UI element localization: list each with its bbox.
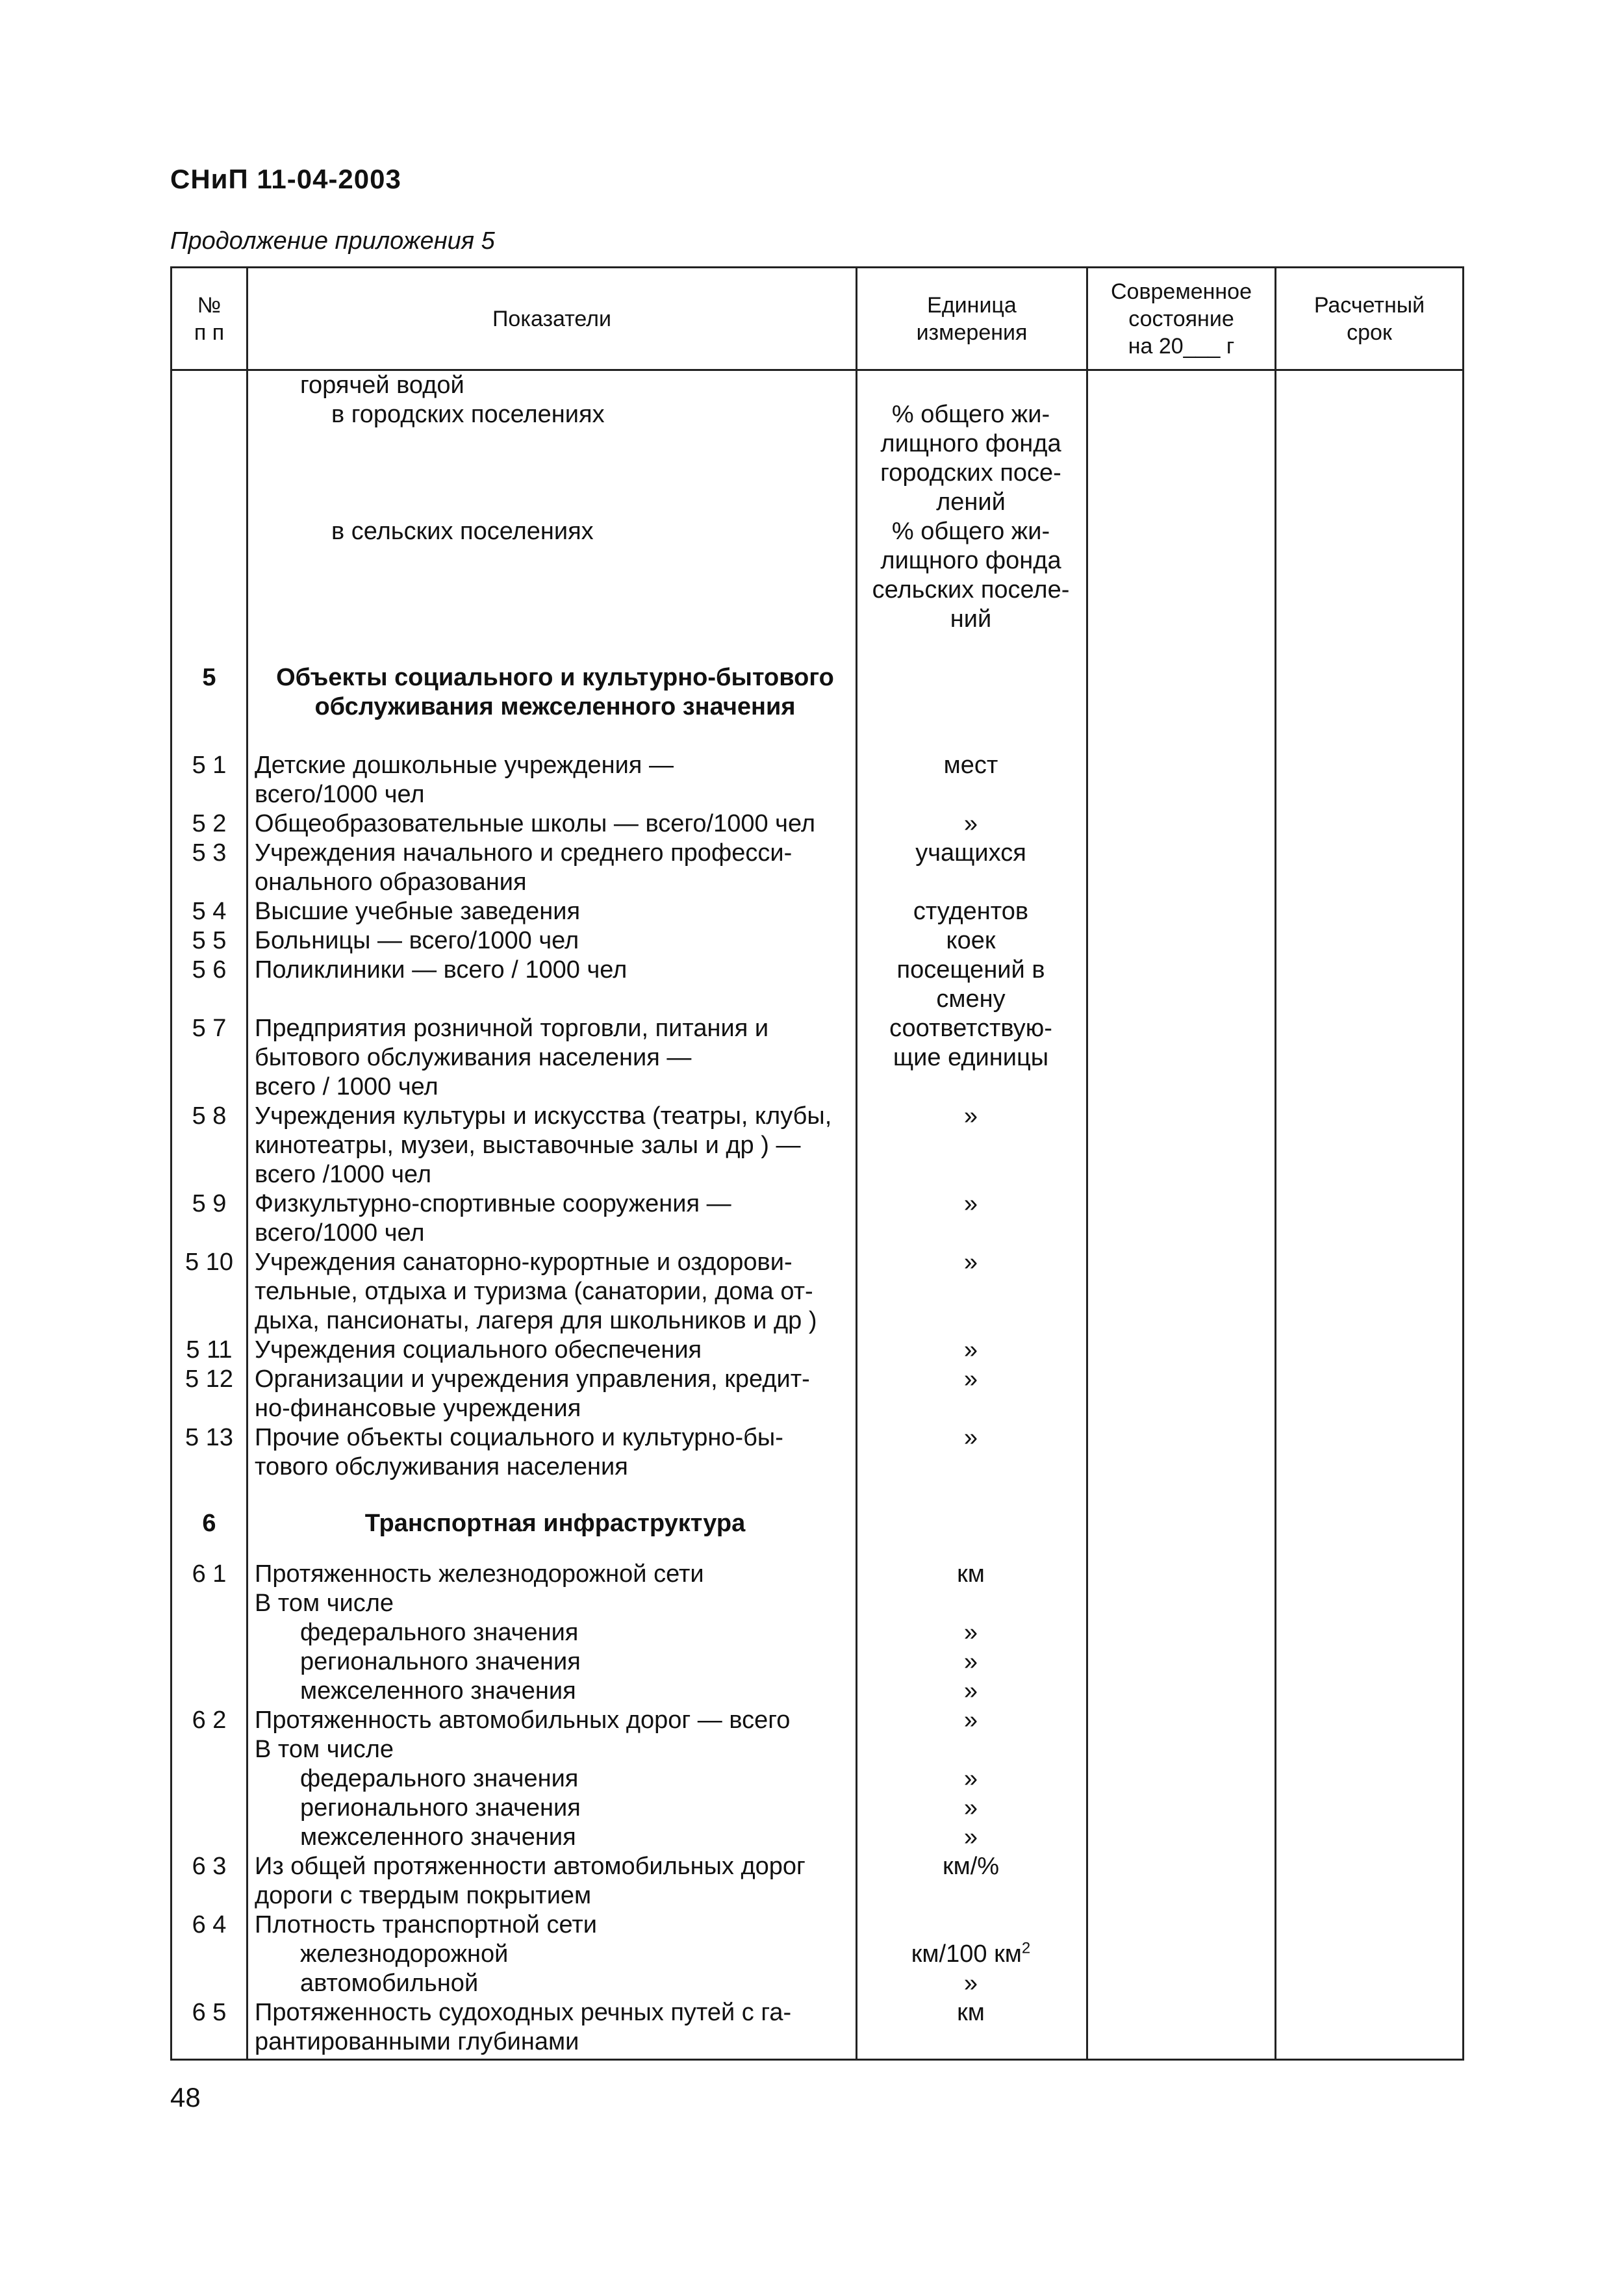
row-number: 5 9 bbox=[192, 1190, 227, 1217]
row-indicator: межселенного значения bbox=[300, 1823, 576, 1851]
row-unit: » bbox=[963, 1365, 978, 1393]
row-unit: учащихся bbox=[915, 839, 1026, 867]
page-number: 48 bbox=[170, 2082, 201, 2113]
row-unit: % общего жи- лищного фонда городских посе- лений bbox=[880, 401, 1061, 516]
row-indicator: Детские дошкольные учреждения — всего/1000 чел bbox=[255, 752, 674, 808]
row-indicator: Высшие учебные заведения bbox=[255, 898, 581, 925]
row-unit: соответствую- щие единицы bbox=[889, 1015, 1052, 1071]
row-indicator: автомобильной bbox=[300, 1970, 479, 1997]
row-number: 6 1 bbox=[192, 1560, 227, 1588]
row-number: 6 4 bbox=[192, 1911, 227, 1938]
row-indicator: федерального значения bbox=[300, 1765, 579, 1792]
row-number: 5 3 bbox=[192, 839, 227, 867]
row-unit: » bbox=[963, 1619, 978, 1646]
appendix-table bbox=[170, 266, 1464, 2061]
row-unit: » bbox=[963, 1102, 978, 1130]
row-unit: % общего жи- лищного фонда сельских поселе- ний bbox=[872, 518, 1070, 633]
row-indicator: межселенного значения bbox=[300, 1677, 576, 1705]
row-unit: » bbox=[963, 1707, 978, 1734]
header-indicators: Показатели bbox=[492, 306, 612, 331]
row-indicator: Общеобразовательные школы — всего/1000 чел bbox=[255, 810, 816, 837]
row-unit: » bbox=[963, 1765, 978, 1792]
row-indicator: Объекты социального и культурно-бытового обслуживания межселенного значения bbox=[276, 664, 834, 720]
row-number: 5 2 bbox=[192, 810, 227, 837]
header-number: № п п bbox=[194, 292, 225, 345]
row-unit: » bbox=[963, 1677, 978, 1705]
row-indicator: Из общей протяженности автомобильных дорог дороги с твердым покрытием bbox=[255, 1853, 806, 1909]
row-indicator: Физкультурно-спортивные сооружения — всего/1000 чел bbox=[255, 1190, 731, 1247]
row-number: 6 3 bbox=[192, 1853, 227, 1880]
row-unit: » bbox=[963, 1190, 978, 1217]
row-unit: » bbox=[963, 1336, 978, 1364]
row-unit: коек bbox=[946, 927, 996, 954]
row-number: 5 12 bbox=[185, 1365, 233, 1393]
row-unit: » bbox=[963, 1648, 978, 1675]
row-unit: студентов bbox=[913, 898, 1029, 925]
row-unit: » bbox=[963, 1249, 978, 1276]
row-unit: » bbox=[963, 1424, 978, 1451]
row-indicator: Поликлиники — всего / 1000 чел bbox=[255, 956, 628, 984]
row-number: 5 8 bbox=[192, 1102, 227, 1130]
row-number: 5 10 bbox=[185, 1249, 233, 1276]
row-unit: посещений в смену bbox=[896, 956, 1045, 1013]
row-indicator: Протяженность автомобильных дорог — всего bbox=[255, 1707, 791, 1734]
header-unit: Единица измерения bbox=[916, 292, 1028, 345]
header-estimated-term: Расчетный срок bbox=[1313, 292, 1425, 345]
row-indicator: в сельских поселениях bbox=[331, 518, 594, 545]
row-indicator: Предприятия розничной торговли, питания и бытового обслуживания населения — всего / 1000 чел bbox=[255, 1015, 769, 1100]
row-indicator: Учреждения социального обеспечения bbox=[255, 1336, 702, 1364]
row-number: 5 6 bbox=[192, 956, 227, 984]
row-number: 5 13 bbox=[185, 1424, 233, 1451]
row-number: 5 5 bbox=[192, 927, 227, 954]
row-indicator: регионального значения bbox=[300, 1648, 581, 1675]
row-indicator: федерального значения bbox=[300, 1619, 579, 1646]
row-unit: км bbox=[957, 1560, 985, 1588]
row-indicator: Прочие объекты социального и культурно-бы- тового обслуживания населения bbox=[255, 1424, 783, 1480]
row-indicator: Учреждения культуры и искусства (театры, клубы, кинотеатры, музеи, выставочные залы и др ) — всего /1000 чел bbox=[255, 1102, 832, 1188]
row-indicator: В том числе bbox=[255, 1736, 394, 1763]
row-indicator: Плотность транспортной сети bbox=[255, 1911, 597, 1938]
row-number: 5 4 bbox=[192, 898, 227, 925]
row-number: 5 bbox=[202, 664, 216, 691]
column-divider bbox=[246, 268, 248, 2059]
row-indicator: Протяженность судоходных речных путей с га- рантированными глубинами bbox=[255, 1999, 792, 2055]
row-number: 6 bbox=[202, 1510, 216, 1537]
row-number: 5 1 bbox=[192, 752, 227, 779]
document-code: СНиП 11-04-2003 bbox=[170, 164, 401, 194]
row-unit: » bbox=[963, 1794, 978, 1822]
row-unit: км/% bbox=[942, 1853, 1000, 1880]
row-number: 6 5 bbox=[192, 1999, 227, 2026]
row-unit: » bbox=[963, 1823, 978, 1851]
row-indicator: Организации и учреждения управления, кредит- но-финансовые учреждения bbox=[255, 1365, 810, 1422]
continuation-caption: Продолжение приложения 5 bbox=[170, 227, 495, 255]
row-number: 5 7 bbox=[192, 1015, 227, 1042]
row-indicator: регионального значения bbox=[300, 1794, 581, 1822]
column-divider bbox=[1086, 268, 1088, 2059]
row-number: 6 2 bbox=[192, 1707, 227, 1734]
row-unit: км bbox=[957, 1999, 985, 2026]
row-indicator: Учреждения санаторно-курортные и оздорови- тельные, отдыха и туризма (санатории, дома от- дыха, пансионаты, лагеря для школьников и др ) bbox=[255, 1249, 817, 1334]
row-indicator: Транспортная инфраструктура bbox=[364, 1510, 746, 1537]
row-indicator: в городских поселениях bbox=[331, 401, 605, 428]
row-indicator: Больницы — всего/1000 чел bbox=[255, 927, 579, 954]
row-indicator: Учреждения начального и среднего професси- онального образования bbox=[255, 839, 793, 896]
row-indicator: горячей водой bbox=[300, 372, 464, 399]
column-divider bbox=[1275, 268, 1276, 2059]
row-number: 5 11 bbox=[186, 1336, 233, 1364]
row-unit: км/100 $км^2$ bbox=[911, 1939, 1031, 1968]
row-indicator: Протяженность железнодорожной сети bbox=[255, 1560, 704, 1588]
row-unit: » bbox=[963, 810, 978, 837]
row-indicator: железнодорожной bbox=[300, 1940, 509, 1968]
header-current-state: Современное состояние на 20___ г bbox=[1111, 279, 1252, 359]
row-unit: » bbox=[963, 1970, 978, 1997]
row-unit: мест bbox=[943, 752, 998, 779]
row-indicator: В том числе bbox=[255, 1590, 394, 1617]
